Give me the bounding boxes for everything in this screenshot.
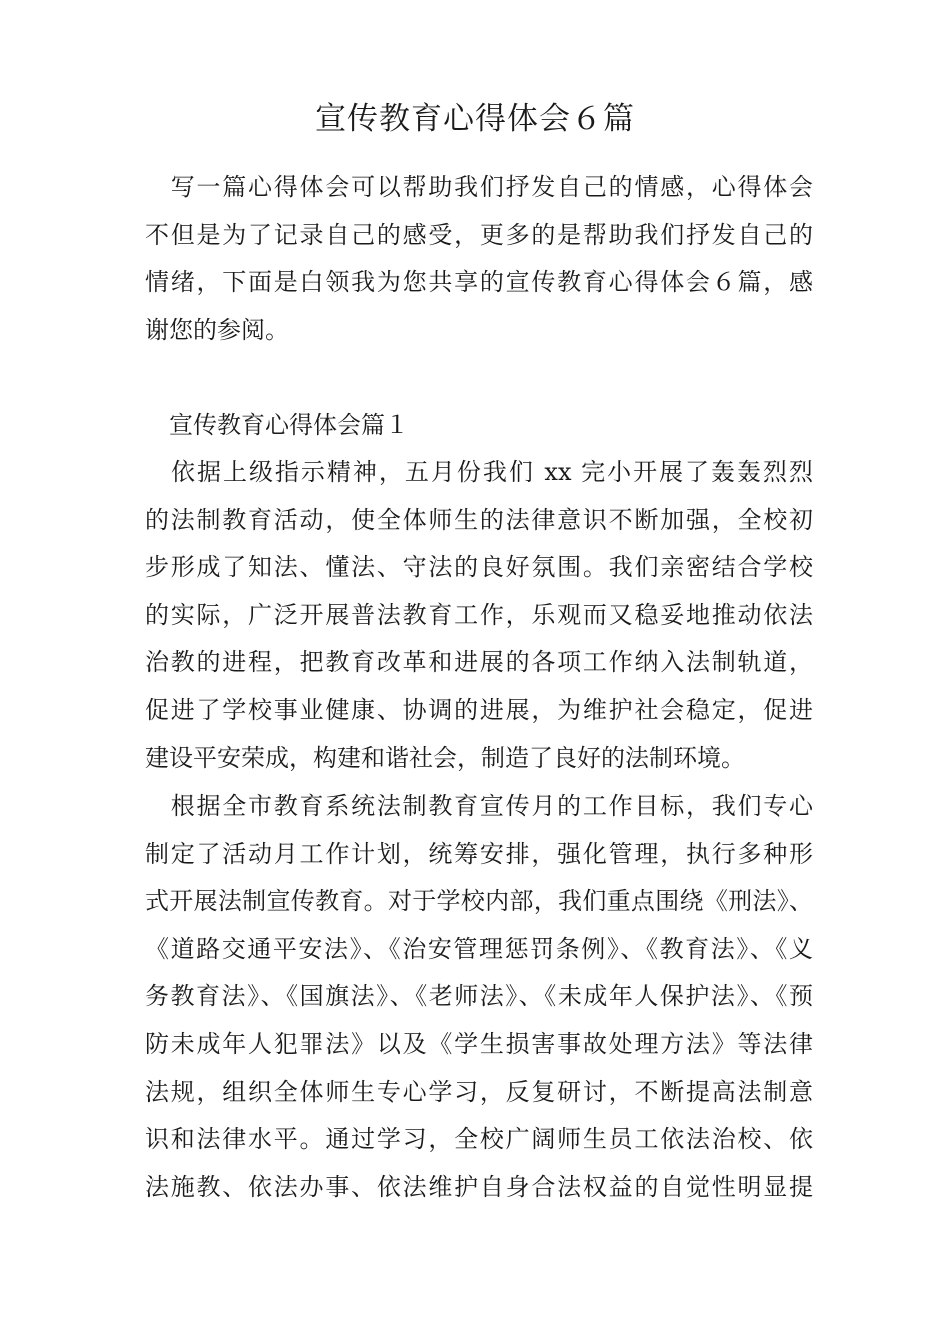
text-line: 写一篇心得体会可以帮助我们抒发自己的情感，心得体会 — [145, 173, 813, 201]
text-line: 的法制教育活动，使全体师生的法律意识不断加强，全校初 — [145, 505, 813, 534]
text-line: 式开展法制宣传教育。对于学校内部，我们重点围绕《刑法》、 — [145, 887, 813, 916]
text-line: 防未成年人犯罪法》以及《学生损害事故处理方法》等法律 — [145, 1029, 813, 1058]
paragraph-1 — [145, 449, 813, 782]
text-line: 情绪，下面是白领我为您共享的宣传教育心得体会６篇，感 — [145, 268, 813, 297]
document-title: 宣传教育心得体会６篇 — [315, 101, 635, 137]
text-line: 不但是为了记录自己的感受，更多的是帮助我们抒发自己的 — [145, 220, 813, 249]
text-line: 的实际，广泛开展普法教育工作，乐观而又稳妥地推动依法 — [145, 600, 813, 629]
text-line: 法规，组织全体师生专心学习，反复研讨，不断提高法制意 — [145, 1077, 813, 1106]
text-line: 治教的进程，把教育改革和进展的各项工作纳入法制轨道， — [145, 648, 813, 677]
text-line: 建设平安荣成，构建和谐社会，制造了良好的法制环境。 — [145, 743, 745, 772]
intro-paragraph — [145, 164, 813, 354]
text-line: 识和法律水平。通过学习，全校广阔师生员工依法治校、依 — [145, 1125, 813, 1154]
text-line: 谢您的参阅。 — [145, 315, 289, 344]
text-line: 依据上级指示精神，五月份我们 xx 完小开展了轰轰烈烈 — [145, 458, 813, 486]
text-line: 法施教、依法办事、依法维护自身合法权益的自觉性明显提 — [145, 1172, 813, 1201]
text-line: 步形成了知法、懂法、守法的良好氛围。我们亲密结合学校 — [145, 553, 813, 582]
text-line: 《道路交通平安法》、《治安管理惩罚条例》、《教育法》、《义 — [145, 934, 813, 963]
text-line: 制定了活动月工作计划，统筹安排，强化管理，执行多种形 — [145, 839, 813, 868]
text-line: 务教育法》、《国旗法》、《老师法》、《未成年人保护法》、《预 — [145, 982, 813, 1011]
text-line: 促进了学校事业健康、协调的进展，为维护社会稳定，促进 — [145, 695, 813, 724]
section-heading: 宣传教育心得体会篇１ — [169, 411, 409, 439]
paragraph-2 — [145, 783, 813, 1211]
text-line: 根据全市教育系统法制教育宣传月的工作目标，我们专心 — [145, 792, 813, 820]
